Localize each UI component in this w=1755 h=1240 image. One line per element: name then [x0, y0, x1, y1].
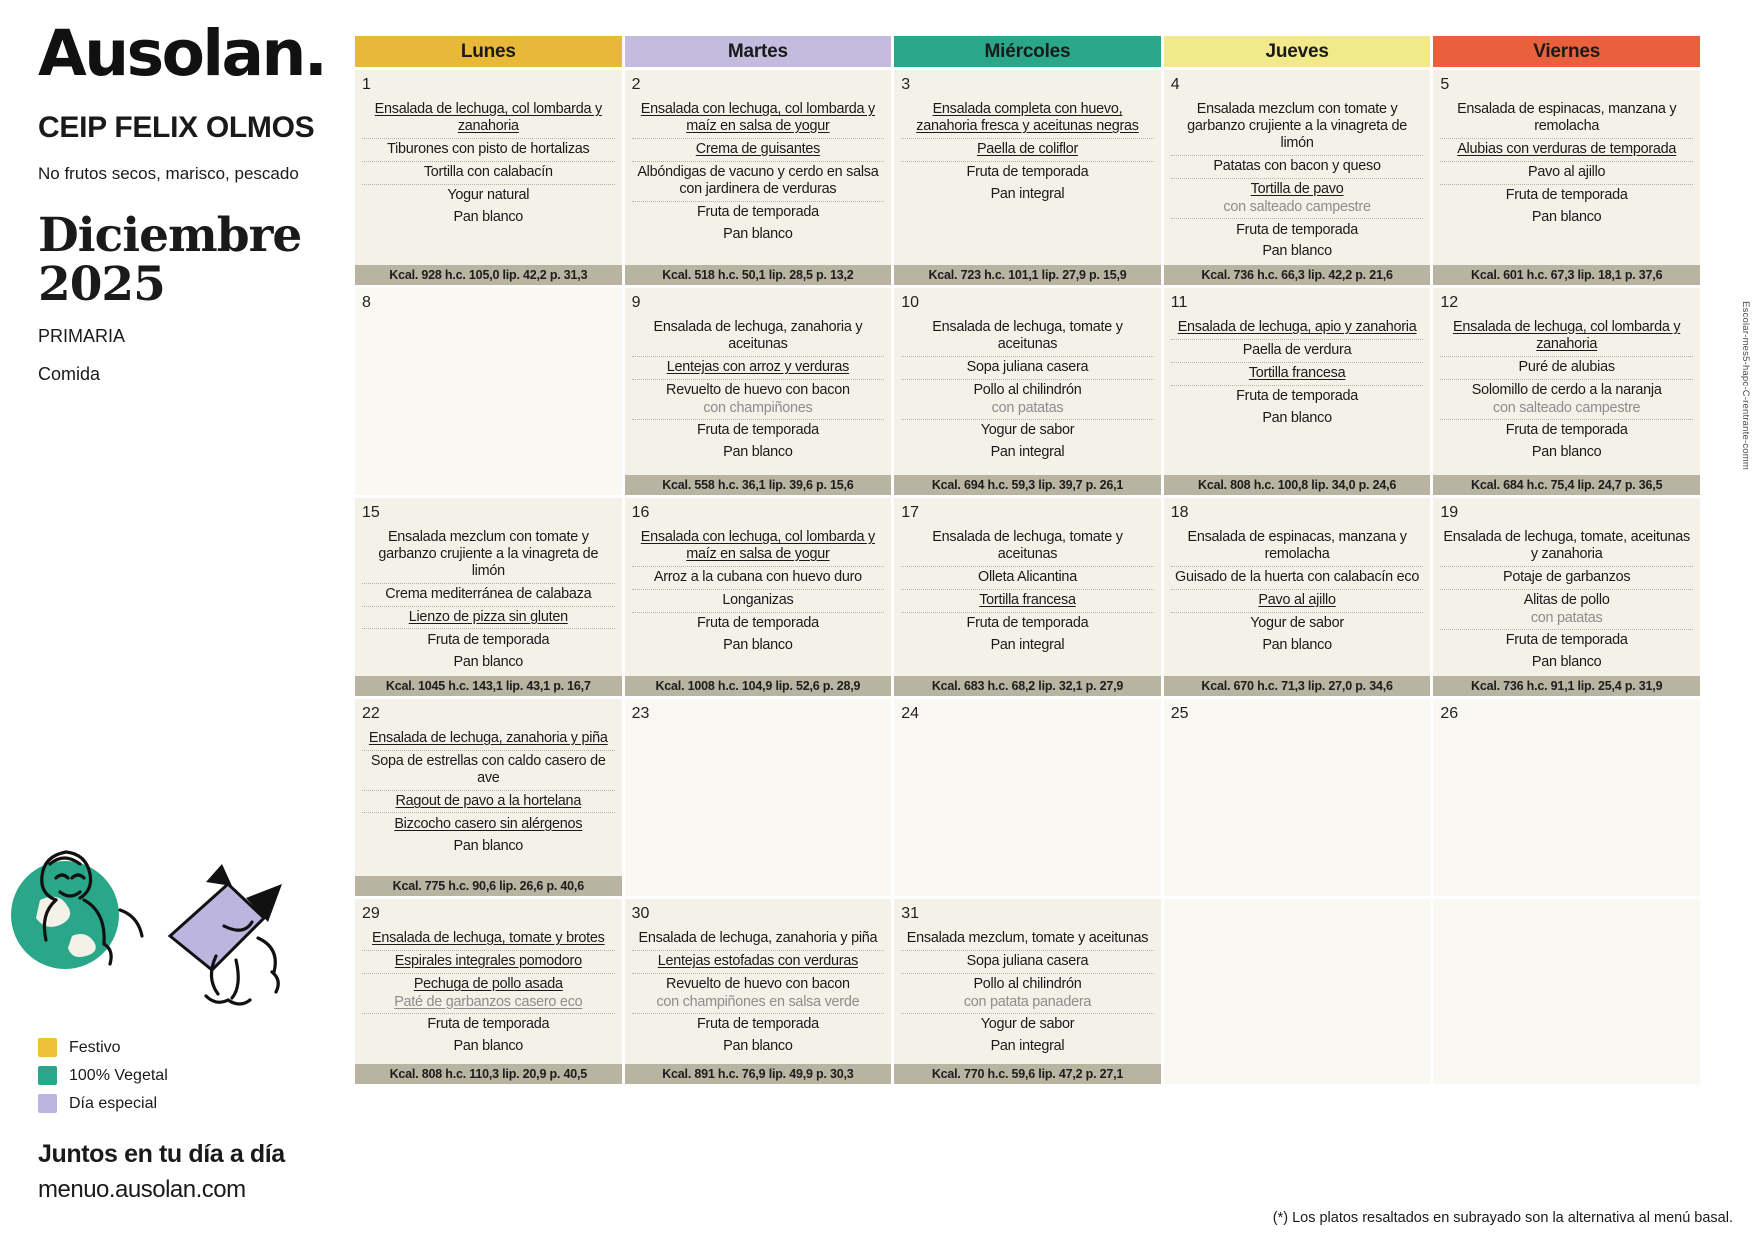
calendar-week	[355, 70, 1700, 285]
dish-item: Fruta de temporada	[696, 1016, 819, 1033]
dish-item: Paella de coliflor	[976, 141, 1079, 158]
footnote: (*) Los platos resaltados en subrayado son la alternativa al menú basal.	[1272, 1210, 1733, 1226]
day-number: 25	[1170, 704, 1189, 722]
kcal-bar: Kcal. 770 h.c. 59,6 lip. 47,2 p. 27,1	[894, 1064, 1161, 1084]
day-number: 9	[631, 293, 641, 311]
day-cell[interactable]	[355, 899, 622, 1084]
dish-item: Potaje de garbanzos	[1503, 569, 1631, 586]
dish-item: Sopa juliana casera	[966, 359, 1089, 376]
legend	[38, 1038, 318, 1122]
dish-item: Ensalada de lechuga, col lombarda y zanahoria	[374, 101, 602, 135]
dish-item: Fruta de temporada	[696, 204, 819, 221]
dish-list	[901, 99, 1154, 206]
dish-item: Arroz a la cubana con huevo duro	[653, 569, 862, 586]
allergy-note: No frutos secos, marisco, pescado	[38, 163, 299, 183]
legend-swatch-vegetal	[38, 1066, 57, 1085]
dish-item: Fruta de temporada	[427, 1016, 550, 1033]
dish-item: Sopa de estrellas con caldo casero de ave	[370, 753, 606, 787]
day-number: 15	[362, 503, 380, 521]
kcal-bar: Kcal. 684 h.c. 75,4 lip. 24,7 p. 36,5	[1433, 475, 1700, 495]
dish-item: Guisado de la huerta con calabacín eco	[1175, 569, 1420, 586]
dish-list	[362, 928, 615, 1058]
dish-garnish: con champiñones en salsa verde	[656, 993, 860, 1010]
kcal-bar: Kcal. 736 h.c. 91,1 lip. 25,4 p. 31,9	[1433, 676, 1700, 696]
dish-garnish: Paté de garbanzos casero eco	[394, 993, 583, 1010]
dish-item: Ensalada completa con huevo, zanahoria fresca y aceitunas negras	[916, 101, 1139, 135]
sidebar	[38, 17, 338, 386]
day-cell[interactable]	[894, 288, 1161, 495]
dish-item: Pan blanco	[453, 653, 524, 670]
dish-item: Tortilla de pavo	[1250, 181, 1344, 198]
kcal-bar: Kcal. 808 h.c. 100,8 lip. 34,0 p. 24,6	[1164, 475, 1431, 495]
day-cell[interactable]	[355, 699, 622, 896]
legend-item	[38, 1038, 318, 1057]
column-label: Viernes	[1533, 40, 1601, 62]
dish-item: Pan integral	[990, 444, 1065, 461]
dish-list	[1440, 317, 1693, 464]
dish-item: Pan blanco	[723, 444, 793, 461]
kcal-bar: Kcal. 775 h.c. 90,6 lip. 26,6 p. 40,6	[355, 876, 622, 896]
tagline: Juntos en tu día a día	[38, 1140, 285, 1168]
dish-item: Pan blanco	[723, 1038, 793, 1055]
dish-item: Pan blanco	[1531, 444, 1602, 461]
dish-item: Ensalada de espinacas, manzana y remolacha	[1457, 101, 1677, 135]
kcal-bar: Kcal. 518 h.c. 50,1 lip. 28,5 p. 13,2	[625, 265, 892, 285]
day-cell[interactable]	[1433, 498, 1700, 696]
dish-item: Ensalada de lechuga, zanahoria y piña	[368, 730, 608, 747]
dish-item: Ensalada de lechuga, apio y zanahoria	[1177, 319, 1417, 336]
level-label: PRIMARIA	[38, 325, 126, 346]
kcal-bar: Kcal. 1045 h.c. 143,1 lip. 43,1 p. 16,7	[355, 676, 622, 696]
calendar-week	[355, 699, 1700, 896]
day-number: 16	[631, 503, 650, 521]
dish-item: Ensalada con lechuga, col lombarda y maíz en salsa de yogur	[640, 101, 875, 135]
illustration	[10, 760, 340, 1010]
day-cell[interactable]	[894, 498, 1161, 696]
dish-item: Pan blanco	[1531, 209, 1602, 226]
legend-label: Festivo	[69, 1038, 121, 1056]
dish-item: Pan blanco	[453, 1038, 524, 1055]
dish-item: Ensalada mezclum con tomate y garbanzo crujiente a la vinagreta de limón	[378, 529, 599, 580]
dish-item: Pan blanco	[723, 636, 793, 653]
dish-garnish: con patatas	[1530, 609, 1603, 626]
dish-item: Yogur de sabor	[980, 1016, 1075, 1033]
day-number: 5	[1440, 76, 1450, 93]
kcal-bar: Kcal. 683 h.c. 68,2 lip. 32,1 p. 27,9	[894, 676, 1161, 696]
day-cell[interactable]	[625, 288, 892, 495]
kcal-bar: Kcal. 1008 h.c. 104,9 lip. 52,6 p. 28,9	[625, 676, 892, 696]
kcal-bar: Kcal. 736 h.c. 66,3 lip. 42,2 p. 21,6	[1164, 265, 1431, 285]
dish-list	[362, 728, 615, 858]
dish-item: Alitas de pollo	[1523, 592, 1610, 609]
dish-item: Pavo al ajillo	[1528, 164, 1606, 181]
dish-item: Olleta Alicantina	[978, 569, 1077, 586]
column-header-jueves	[1164, 36, 1431, 67]
day-number: 26	[1440, 704, 1459, 722]
calendar-header	[355, 36, 1700, 67]
day-number: 29	[362, 904, 380, 922]
day-number: 10	[901, 293, 919, 311]
dish-item: Revuelto de huevo con bacon	[666, 382, 850, 399]
day-cell[interactable]	[894, 70, 1161, 285]
kcal-bar: Kcal. 808 h.c. 110,3 lip. 20,9 p. 40,5	[355, 1064, 622, 1084]
dish-item: Crema de guisantes	[695, 141, 821, 158]
dish-list	[1171, 527, 1424, 657]
column-label: Miércoles	[984, 40, 1071, 62]
day-cell[interactable]	[625, 699, 892, 896]
day-number: 12	[1440, 293, 1459, 311]
dish-item: Fruta de temporada	[1236, 388, 1359, 405]
legend-label: Día especial	[69, 1094, 158, 1112]
day-number: 22	[362, 704, 380, 722]
dish-item: Pan integral	[990, 1038, 1065, 1055]
day-cell[interactable]	[355, 288, 622, 495]
dish-item: Pan blanco	[453, 209, 524, 226]
dish-list	[362, 527, 615, 674]
column-header-viernes	[1433, 36, 1700, 67]
dish-list	[632, 99, 885, 246]
day-cell[interactable]	[355, 498, 622, 696]
kcal-bar: Kcal. 694 h.c. 59,3 lip. 39,7 p. 26,1	[894, 475, 1161, 495]
column-header-miercoles	[894, 36, 1161, 67]
dish-item: Pan blanco	[1262, 243, 1332, 260]
day-number: 11	[1170, 293, 1188, 311]
dish-item: Longanizas	[722, 592, 794, 609]
day-number: 24	[901, 704, 919, 722]
dish-item: Ensalada de lechuga, zanahoria y aceitunas	[653, 319, 863, 353]
day-cell[interactable]	[625, 498, 892, 696]
dish-list	[362, 99, 615, 229]
day-number: 19	[1440, 503, 1459, 521]
dish-item: Ensalada de lechuga, tomate y aceitunas	[932, 319, 1123, 353]
dish-item: Lentejas con arroz y verduras	[666, 359, 850, 376]
dish-item: Fruta de temporada	[1236, 221, 1359, 238]
day-number: 1	[362, 76, 371, 93]
kcal-bar: Kcal. 558 h.c. 36,1 lip. 39,6 p. 15,6	[625, 475, 892, 495]
kcal-bar: Kcal. 601 h.c. 67,3 lip. 18,1 p. 37,6	[1433, 265, 1700, 285]
dish-item: Albóndigas de vacuno y cerdo en salsa con jardinera de verduras	[637, 164, 879, 198]
dish-item: Ensalada de lechuga, tomate, aceitunas y zanahoria	[1443, 529, 1690, 563]
legend-swatch-festivo	[38, 1038, 57, 1057]
calendar-week	[355, 498, 1700, 696]
dish-item: Ensalada de lechuga, tomate y aceitunas	[932, 529, 1123, 563]
dish-garnish: con salteado campestre	[1493, 399, 1641, 416]
dish-item: Pavo al ajillo	[1258, 592, 1336, 609]
dish-list	[901, 928, 1154, 1058]
dish-item: Revuelto de huevo con bacon	[666, 976, 850, 993]
dish-list	[632, 317, 885, 464]
day-number: 3	[901, 76, 911, 93]
dish-item: Tortilla francesa	[979, 592, 1076, 609]
kcal-bar: Kcal. 891 h.c. 76,9 lip. 49,9 p. 30,3	[625, 1064, 892, 1084]
kcal-bar: Kcal. 928 h.c. 105,0 lip. 42,2 p. 31,3	[355, 265, 622, 285]
column-label: Lunes	[460, 40, 516, 62]
dish-item: Puré de alubias	[1518, 359, 1615, 376]
dish-list	[1171, 317, 1424, 430]
day-number: 18	[1170, 503, 1189, 521]
dish-item: Pan blanco	[1262, 410, 1332, 426]
dish-item: Alubias con verduras de temporada	[1457, 141, 1677, 158]
dish-item: Pechuga de pollo asada	[413, 976, 563, 993]
dish-item: Fruta de temporada	[1505, 187, 1628, 204]
dish-item: Yogur de sabor	[1250, 615, 1344, 631]
day-number: 8	[362, 293, 371, 311]
dish-item: Fruta de temporada	[427, 631, 550, 648]
dish-item: Fruta de temporada	[966, 615, 1089, 631]
dish-item: Espirales integrales pomodoro	[394, 953, 582, 970]
dish-item: Ragout de pavo a la hortelana	[395, 793, 582, 809]
dish-list	[901, 527, 1154, 657]
dish-item: Lentejas estofadas con verduras	[657, 953, 859, 970]
dish-item: Paella de verdura	[1242, 342, 1352, 359]
dish-list	[901, 317, 1154, 464]
column-header-martes	[625, 36, 892, 67]
day-number: 30	[631, 904, 650, 922]
legend-item	[38, 1066, 318, 1085]
dish-item: Ensalada con lechuga, col lombarda y maíz en salsa de yogur	[640, 529, 875, 563]
column-label: Jueves	[1265, 40, 1329, 62]
day-cell[interactable]	[894, 699, 1161, 896]
day-cell[interactable]	[1433, 288, 1700, 495]
column-label: Martes	[727, 40, 788, 62]
day-cell[interactable]	[1164, 899, 1431, 1084]
day-number: 31	[901, 904, 919, 922]
dish-item: Lienzo de pizza sin gluten	[408, 609, 568, 625]
dish-list	[632, 928, 885, 1058]
dish-item: Sopa juliana casera	[966, 953, 1089, 970]
kcal-bar: Kcal. 723 h.c. 101,1 lip. 27,9 p. 15,9	[894, 265, 1161, 285]
dish-item: Ensalada mezclum, tomate y aceitunas	[906, 930, 1149, 947]
day-number: 2	[631, 76, 641, 93]
day-cell[interactable]	[1433, 899, 1700, 1084]
dish-item: Tortilla con calabacín	[423, 164, 553, 181]
dish-item: Fruta de temporada	[696, 422, 819, 439]
calendar-week	[355, 288, 1700, 495]
calendar-body	[355, 70, 1700, 1084]
dish-item: Fruta de temporada	[1505, 422, 1628, 439]
day-cell[interactable]	[625, 70, 892, 285]
dish-garnish: con patata panadera	[963, 993, 1092, 1010]
column-header-lunes	[355, 36, 622, 67]
day-number: 17	[901, 503, 919, 521]
meal-label: Comida	[38, 363, 101, 384]
dish-list	[1171, 99, 1424, 263]
dish-garnish: con salteado campestre	[1223, 198, 1371, 215]
dish-item: Pan integral	[990, 636, 1065, 653]
kcal-bar: Kcal. 670 h.c. 71,3 lip. 27,0 p. 34,6	[1164, 676, 1431, 696]
dish-item: Pollo al chilindrón	[973, 382, 1082, 399]
dish-item: Pan blanco	[1531, 654, 1602, 671]
day-cell[interactable]	[355, 70, 622, 285]
dish-item: Fruta de temporada	[966, 164, 1089, 181]
dish-item: Pan integral	[990, 186, 1065, 203]
calendar-week	[355, 899, 1700, 1084]
dish-item: Ensalada mezclum con tomate y garbanzo crujiente a la vinagreta de limón	[1187, 101, 1407, 152]
dish-item: Crema mediterránea de calabaza	[385, 586, 592, 603]
ausolan-logo: Ausolan.	[38, 17, 326, 90]
dish-item: Ensalada de lechuga, tomate y brotes	[371, 930, 605, 947]
day-cell[interactable]	[894, 899, 1161, 1084]
day-cell[interactable]	[1164, 288, 1431, 495]
calendar	[355, 36, 1700, 1084]
day-cell[interactable]	[1164, 498, 1431, 696]
dish-garnish: con patatas	[991, 399, 1064, 416]
day-number: 23	[631, 704, 650, 722]
day-cell[interactable]	[1433, 699, 1700, 896]
dish-item: Pollo al chilindrón	[973, 976, 1082, 993]
day-cell[interactable]	[625, 899, 892, 1084]
dish-list	[1440, 527, 1693, 674]
month-title: Diciembre 2025	[38, 207, 302, 312]
legend-swatch-especial	[38, 1094, 57, 1113]
dish-garnish: con champiñones	[703, 399, 813, 416]
dish-item: Tiburones con pisto de hortalizas	[387, 141, 590, 158]
website-link[interactable]: menuo.ausolan.com	[38, 1176, 246, 1203]
dish-item: Ensalada de lechuga, col lombarda y zanahoria	[1453, 319, 1681, 353]
legend-label: 100% Vegetal	[69, 1066, 168, 1084]
dish-item: Ensalada de espinacas, manzana y remolacha	[1187, 529, 1407, 563]
dish-item: Pan blanco	[453, 837, 524, 854]
dish-item: Tortilla francesa	[1248, 365, 1346, 382]
dish-item: Fruta de temporada	[696, 615, 819, 631]
dish-item: Fruta de temporada	[1505, 632, 1628, 649]
dish-item: Yogur de sabor	[980, 422, 1075, 439]
dish-item: Solomillo de cerdo a la naranja	[1471, 382, 1662, 399]
legend-item	[38, 1094, 318, 1113]
day-cell[interactable]	[1164, 699, 1431, 896]
day-cell[interactable]	[1433, 70, 1700, 285]
dish-item: Pan blanco	[723, 226, 793, 242]
dish-item: Pan blanco	[1262, 636, 1332, 653]
print-code: Escolar-mes5-hapc-C-rentrante-comm	[1740, 301, 1751, 470]
dish-item: Yogur natural	[447, 187, 530, 204]
dish-list	[1440, 99, 1693, 229]
dish-list	[632, 527, 885, 657]
school-name: CEIP FELIX OLMOS	[38, 111, 315, 144]
dish-item: Bizcocho casero sin alérgenos	[394, 815, 583, 832]
day-number: 4	[1170, 76, 1180, 93]
day-cell[interactable]	[1164, 70, 1431, 285]
dish-item: Patatas con bacon y queso	[1213, 158, 1381, 175]
dish-item: Ensalada de lechuga, zanahoria y piña	[638, 930, 878, 947]
